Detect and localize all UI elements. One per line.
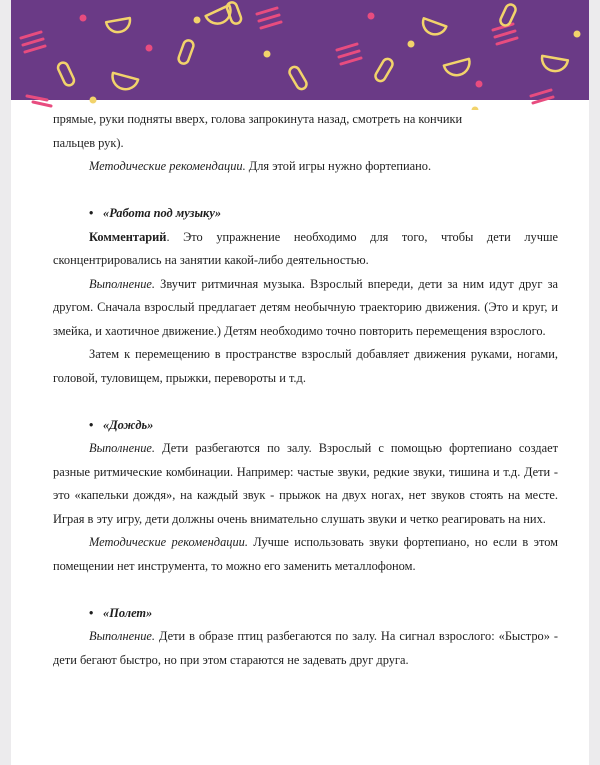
document-body [53,108,558,672]
method-recommendation-1: Методические рекомендации. Для этой игры нужно фортепиано. [89,159,432,173]
game-title-flight: • «Полет» [53,602,558,626]
bullet-icon: • [89,206,94,220]
then-paragraph: Затем к перемещению в пространстве взрослый добавляет движения руками, ногами, головой, туловищем, прыжки, перевороты и т.д. [53,347,558,385]
yellow-dot [408,41,415,48]
paragraph-continuation: прямые, руки подняты вверх, голова запрокинута назад, смотреть на кончики пальцев рук). [53,112,463,150]
yellow-dot [574,31,581,38]
comment-paragraph: Комментарий. Это упражнение необходимо для того, чтобы дети лучше сконцентрировались на занятии какой-либо деятельностью. [53,229,558,267]
pink-dot [80,15,87,22]
pink-dot [146,45,153,52]
execution-paragraph-3: Выполнение. Дети в образе птиц разбегаются по залу. На сигнал взрослого: «Быстро» - дети бегают быстро, но при этом стараются не задевать друг друга. [53,629,558,667]
method-recommendation-2: Методические рекомендации. Лучше использовать звуки фортепиано, но если в этом помещении нет инструмента, то можно его заменить металлофоном. [53,535,558,573]
game-title-work-to-music: • «Работа под музыку» [53,202,558,226]
yellow-dot [90,97,97,104]
execution-paragraph-2: Выполнение. Дети разбегаются по залу. Взрослый с помощью фортепиано создает разные ритмические комбинации. Например: частые звуки, редкие звуки, тишина и т.д. Дети - это «капельки дождя», на каждый звук - прыжок на двух ногах, нет звуков стоять на месте. Играя в эту игру, дети должны очень внимательно слушать звуки и четко реагировать на них. [53,441,558,526]
pink-dot [476,81,483,88]
game-title-rain: • «Дождь» [53,414,558,438]
yellow-dot [264,51,271,58]
document-page [11,0,589,765]
decorative-banner [11,0,589,110]
bullet-icon: • [89,417,94,432]
bullet-icon: • [89,605,94,620]
pink-dot [368,13,375,20]
execution-paragraph-1: Выполнение. Звучит ритмичная музыка. Взрослый впереди, дети за ним идут друг за другом. Сначала взрослый предлагает детям необычную траекторию движения. (Это и круг, и змейка, и хаотичное движение.) Детям необходимо точно повторить перемещения взрослого. [53,276,558,338]
yellow-dot [194,17,201,24]
